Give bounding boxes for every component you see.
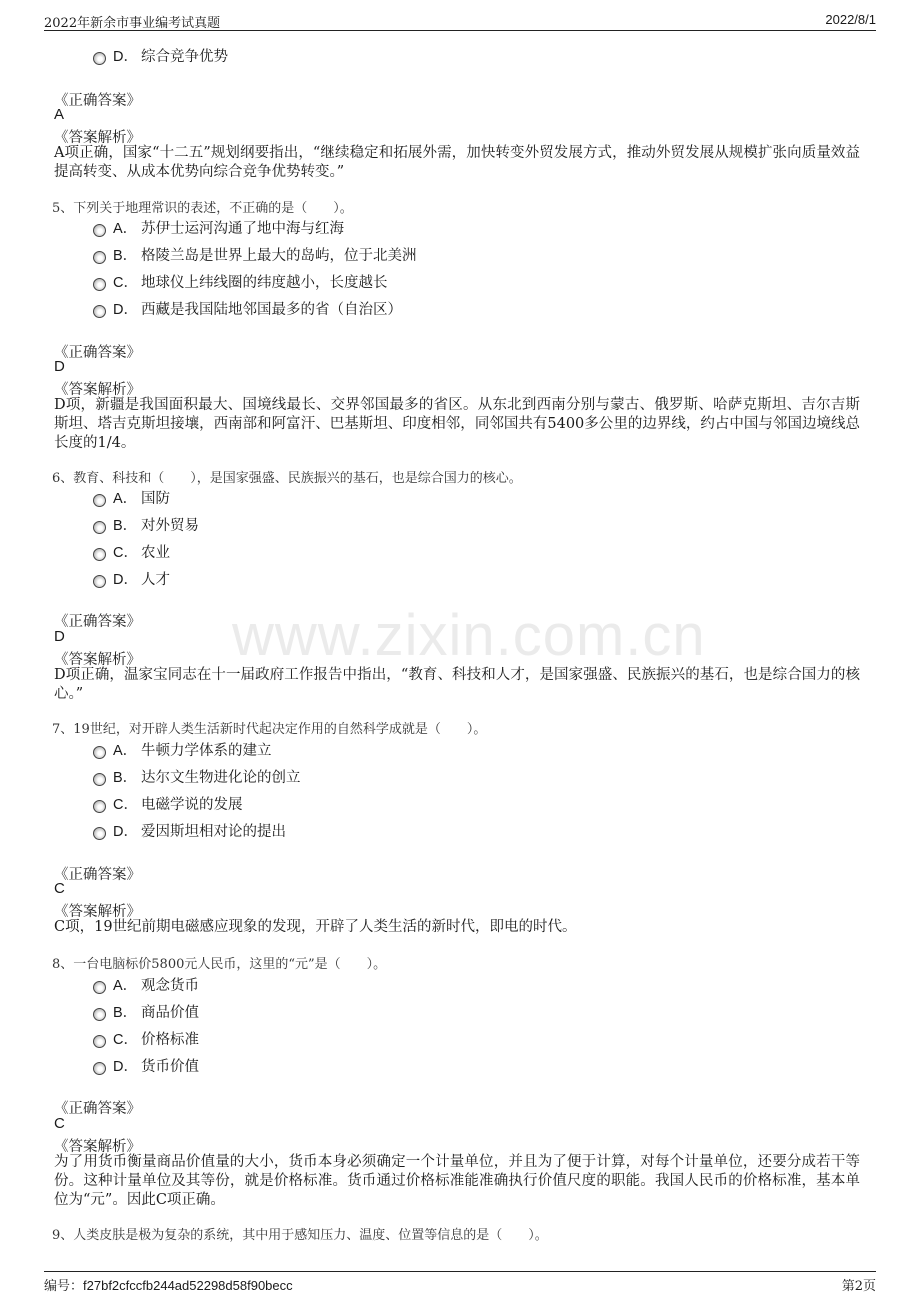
answer-value: D (54, 628, 65, 645)
option-c[interactable]: C． 地球仪上纬线圈的纬度越小，长度越长 (93, 271, 388, 293)
radio-icon[interactable] (93, 575, 106, 588)
radio-icon[interactable] (93, 827, 106, 840)
analysis-text: C项，19世纪前期电磁感应现象的发现，开辟了人类生活的新时代，即电的时代。 (54, 919, 577, 935)
radio-icon[interactable] (93, 224, 106, 237)
option-b[interactable]: B． 格陵兰岛是世界上最大的岛屿，位于北美洲 (93, 244, 417, 266)
question-stem: 5、下列关于地理常识的表述，不正确的是（ ）。 (52, 201, 353, 216)
radio-icon[interactable] (93, 548, 106, 561)
option-d[interactable]: D． 人才 (93, 568, 170, 590)
answer-value: C (54, 1115, 65, 1132)
watermark: www.zixin.com.cn (232, 603, 706, 668)
analysis-label: 《答案解析》 (54, 130, 141, 146)
answer-label: 《正确答案》 (54, 614, 141, 630)
document-id: 编号：f27bf2cfccfb244ad52298d58f90becc (44, 1278, 293, 1294)
radio-icon[interactable] (93, 1062, 106, 1075)
radio-icon[interactable] (93, 1035, 106, 1048)
option-d[interactable]: D． 综合竞争优势 (93, 45, 228, 67)
radio-icon[interactable] (93, 521, 106, 534)
option-a[interactable]: A． 观念货币 (93, 974, 199, 996)
answer-label: 《正确答案》 (54, 867, 141, 883)
question-stem: 9、人类皮肤是极为复杂的系统，其中用于感知压力、温度、位置等信息的是（ ）。 (52, 1228, 548, 1243)
analysis-label: 《答案解析》 (54, 382, 141, 398)
answer-label: 《正确答案》 (54, 1101, 141, 1117)
option-a[interactable]: A． 苏伊士运河沟通了地中海与红海 (93, 217, 344, 239)
radio-icon[interactable] (93, 1008, 106, 1021)
radio-icon[interactable] (93, 251, 106, 264)
radio-icon[interactable] (93, 800, 106, 813)
radio-icon[interactable] (93, 773, 106, 786)
analysis-text: D项，新疆是我国面积最大、国境线最长、交界邻国最多的省区。从东北到西南分别与蒙古、俄罗斯、哈萨克斯坦、吉尔吉斯斯坦、塔吉克斯坦接壤，西南部和阿富汗、巴基斯坦、印度相邻，同邻国共有5400多公里的边界线，约占中国与邻国边境线总长度的1/4。 (54, 397, 860, 451)
option-b[interactable]: B． 达尔文生物进化论的创立 (93, 766, 301, 788)
page-header (44, 10, 876, 31)
page-number: 第2页 (841, 1279, 876, 1294)
analysis-label: 《答案解析》 (54, 1139, 141, 1155)
radio-icon[interactable] (93, 52, 106, 65)
option-d[interactable]: D． 西藏是我国陆地邻国最多的省（自治区） (93, 298, 402, 320)
analysis-text: A项正确，国家“十二五”规划纲要指出，“继续稳定和拓展外需，加快转变外贸发展方式，推动外贸发展从规模扩张向质量效益提高转变、从成本优势向综合竞争优势转变。” (54, 145, 860, 180)
analysis-text: 为了用货币衡量商品价值量的大小，货币本身必须确定一个计量单位，并且为了便于计算，对每个计量单位，还要分成若干等份。这种计量单位及其等份，就是价格标准。货币通过价格标准能准确执行价值尺度的职能。我国人民币的价格标准，基本单位为“元”。因此C项正确。 (54, 1154, 860, 1208)
option-b[interactable]: B． 对外贸易 (93, 514, 199, 536)
radio-icon[interactable] (93, 746, 106, 759)
radio-icon[interactable] (93, 981, 106, 994)
document-title: 2022年新余市事业编考试真题 (44, 16, 221, 31)
question-stem: 6、教育、科技和（ ），是国家强盛、民族振兴的基石，也是综合国力的核心。 (52, 471, 522, 486)
option-a[interactable]: A． 牛顿力学体系的建立 (93, 739, 272, 761)
document-date: 2022/8/1 (825, 12, 876, 27)
option-c[interactable]: C． 价格标准 (93, 1028, 199, 1050)
option-c[interactable]: C． 电磁学说的发展 (93, 793, 243, 815)
question-stem: 7、19世纪，对开辟人类生活新时代起决定作用的自然科学成就是（ ）。 (52, 722, 487, 737)
question-stem: 8、一台电脑标价5800元人民币，这里的“元”是（ ）。 (52, 957, 387, 972)
page-footer (44, 1271, 876, 1294)
radio-icon[interactable] (93, 278, 106, 291)
answer-label: 《正确答案》 (54, 345, 141, 361)
analysis-label: 《答案解析》 (54, 652, 141, 668)
option-d[interactable]: D． 货币价值 (93, 1055, 199, 1077)
option-c[interactable]: C． 农业 (93, 541, 170, 563)
answer-value: D (54, 358, 65, 375)
radio-icon[interactable] (93, 494, 106, 507)
option-d[interactable]: D． 爱因斯坦相对论的提出 (93, 820, 286, 842)
option-b[interactable]: B． 商品价值 (93, 1001, 199, 1023)
option-a[interactable]: A． 国防 (93, 487, 170, 509)
answer-value: C (54, 880, 65, 897)
analysis-label: 《答案解析》 (54, 904, 141, 920)
answer-value: A (54, 106, 65, 123)
radio-icon[interactable] (93, 305, 106, 318)
analysis-text: D项正确，温家宝同志在十一届政府工作报告中指出，“教育、科技和人才，是国家强盛、民族振兴的基石，也是综合国力的核心。” (54, 667, 860, 702)
answer-label: 《正确答案》 (54, 93, 141, 109)
